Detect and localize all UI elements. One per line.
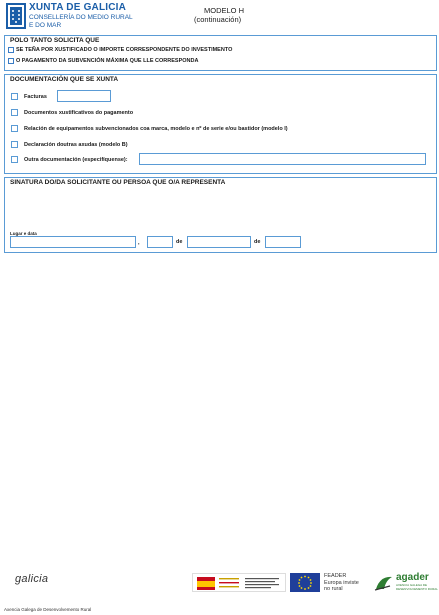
year-input[interactable] [265, 236, 301, 248]
outra-documentacion-label: Outra documentación (especifíquense): [24, 157, 128, 163]
footer-agency-text: Axencia Galega de Desenvolvemento Rural [4, 607, 92, 612]
de-label-1: de [176, 239, 183, 245]
solicita-section [4, 35, 437, 71]
model-subtitle: (continuación) [194, 15, 242, 24]
checkbox-pagamento[interactable] [8, 58, 14, 64]
month-input[interactable] [187, 236, 251, 248]
documentacion-section [4, 74, 437, 174]
lugar-data-label: Lugar e data [10, 231, 37, 236]
checkbox-facturas[interactable] [11, 93, 18, 100]
relacion-equipamentos-label: Relación de equipamentos subvencionados coa marca, modelo e nº de serie e/ou bastidor (modelo I) [24, 126, 288, 132]
comma-separator: , [138, 240, 140, 246]
agader-leaf-icon [374, 574, 394, 592]
agader-logo [374, 572, 436, 596]
agader-subtitle [396, 584, 438, 591]
checkbox-relacion-equipamentos[interactable] [11, 125, 18, 132]
org-subtitle [29, 14, 133, 29]
org-sub-line-1: CONSELLERÍA DO MEDIO RURAL [29, 14, 133, 21]
option-pagamento-label: O PAGAMENTO DA SUBVENCIÓN MÁXIMA QUE LLE CORRESPONDA [16, 58, 199, 64]
page-header [4, 2, 435, 32]
spain-flag-icon [193, 574, 287, 593]
eu-flag-icon [290, 573, 320, 592]
checkbox-declaracion-axudas[interactable] [11, 141, 18, 148]
org-sub-line-2: E DO MAR [29, 21, 62, 29]
agader-sub-line-1: AXENCIA GALEGA DE [396, 583, 428, 587]
facturas-input[interactable] [57, 90, 111, 102]
ministry-logo [192, 573, 286, 592]
facturas-label: Facturas [24, 94, 47, 100]
feader-text [324, 573, 359, 593]
org-name: XUNTA DE GALICIA [29, 2, 127, 13]
checkbox-xustificado[interactable] [8, 47, 14, 53]
documentos-pagamento-label: Documentos xustificativos do pagamento [24, 110, 134, 116]
documentacion-title: DOCUMENTACIÓN QUE SE XUNTA [10, 76, 119, 83]
model-title: MODELO H [204, 6, 245, 15]
galicia-logo: galicia [15, 573, 49, 585]
agader-name: agader [396, 572, 429, 583]
sinatura-title: SINATURA DO/DA SOLICITANTE OU PERSOA QUE O/A REPRESENTA [10, 179, 226, 186]
outra-documentacion-input[interactable] [139, 153, 426, 165]
feader-line-3: no rural [324, 586, 343, 592]
checkbox-documentos-pagamento[interactable] [11, 109, 18, 116]
feader-line-1: FEADER [324, 573, 347, 579]
checkbox-outra-documentacion[interactable] [11, 156, 18, 163]
solicita-title: POLO TANTO SOLICITA QUE [10, 37, 100, 44]
feader-line-2: Europa inviste [324, 579, 359, 586]
day-input[interactable] [147, 236, 173, 248]
xunta-shield-icon [6, 3, 26, 29]
declaracion-axudas-label: Declaración doutras axudas (modelo B) [24, 142, 128, 148]
lugar-input[interactable] [10, 236, 136, 248]
page-footer [0, 570, 439, 610]
agader-sub-line-2: DESENVOLVEMENTO RURAL [396, 586, 438, 591]
de-label-2: de [254, 239, 261, 245]
option-xustificado-label: SE TEÑA POR XUSTIFICADO O IMPORTE CORRESPONDENTE DO INVESTIMENTO [16, 47, 233, 53]
sinatura-section [4, 177, 437, 253]
